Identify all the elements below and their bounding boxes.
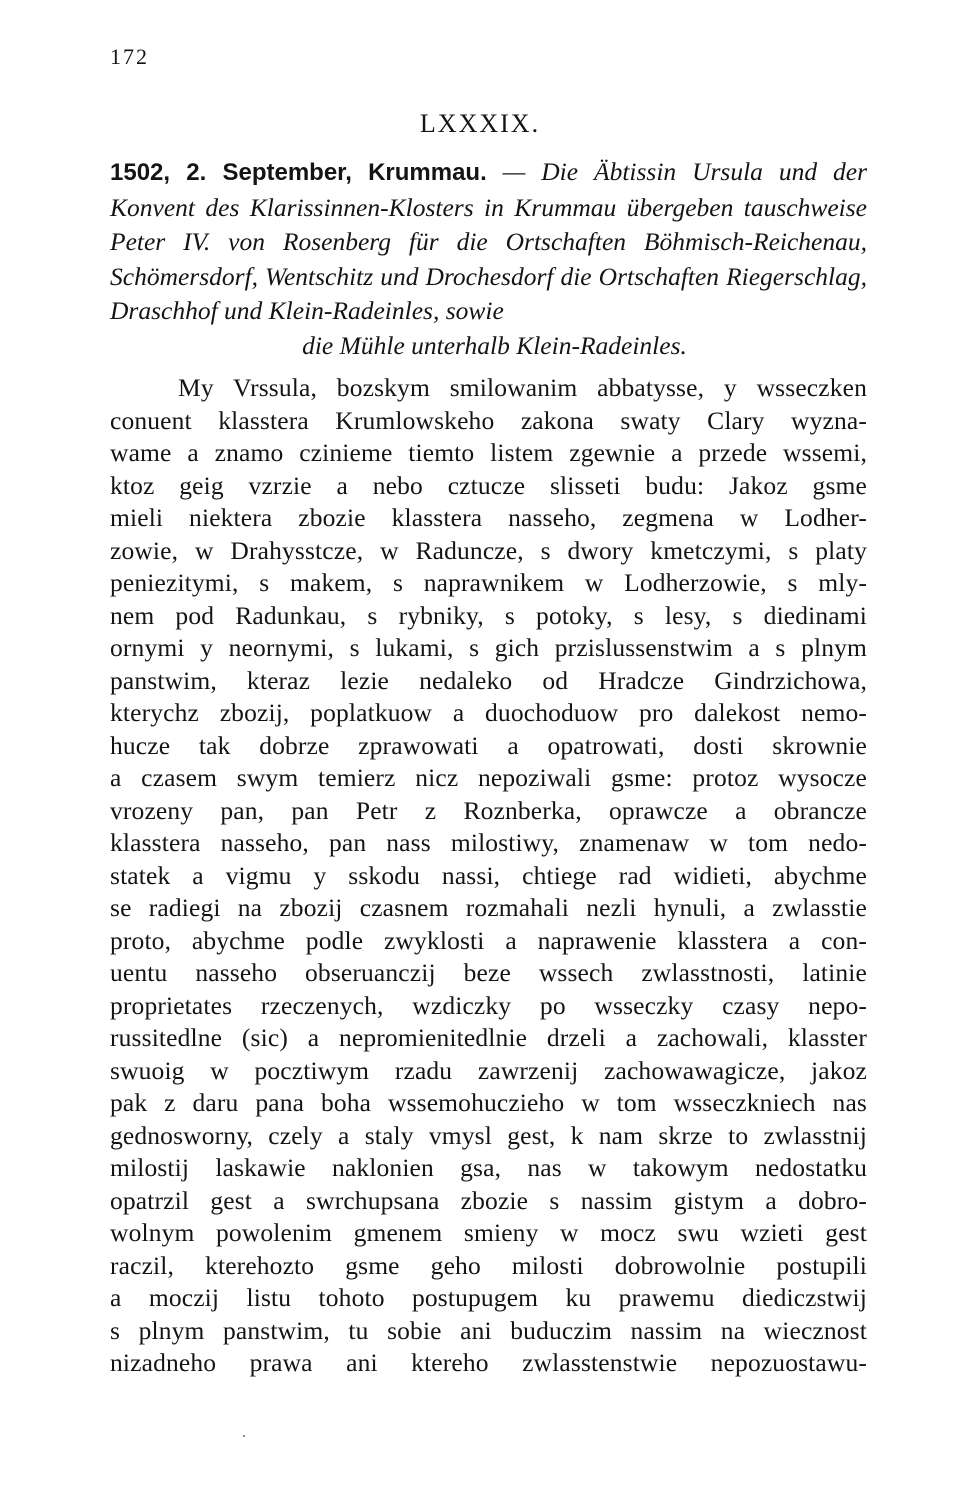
body-line: peniezitymi, s makem, s naprawnikem w Lodherzowie, s mly- xyxy=(110,568,867,597)
body-line: zowie, w Drahysstcze, w Raduncze, s dwory kmetczymi, s platy xyxy=(110,535,867,565)
body-line: mieli niektera zbozie klasstera nasseho, zegmena w Lodher- xyxy=(110,503,867,532)
heading-summary: — Die Äbtissin Ursula und der Konvent des Klarissinnen-Klosters in Krummau übergeben tauschweise Peter IV. von Rosenberg für die Ortschaften Böhmisch-Reichenau, Schömersdorf, Wentschitz und Drochesdorf die Ortschaften Riegerschlag, Draschhof und Klein-Radeinles, sowie xyxy=(110,157,867,325)
body-line: a czasem swym temierz nicz nepoziwali gsme: protoz wysocze xyxy=(110,763,867,792)
body-line: proto, abychme podle zwyklosti a naprawenie klasstera a con- xyxy=(110,925,867,955)
body-line: russitedlne (sic) a nepromienitedlnie drzeli a zachowali, klasster xyxy=(110,1023,867,1052)
body-line: My Vrssula, bozskym smilowanim abbatysse, y wsseczken xyxy=(178,373,867,402)
body-line: s plnym panstwim, tu sobie ani buduczim nassim na wiecznost xyxy=(110,1315,867,1345)
body-line: kterychz zbozij, poplatkuow a duochoduow pro dalekost nemo- xyxy=(110,698,867,727)
body-line: pak z daru pana boha wssemohuczieho w tom wsseczkniech nas xyxy=(110,1088,867,1117)
body-line: ornymi y neornymi, s lukami, s gich przislussenstwim a s plnym xyxy=(110,633,867,662)
body-line: hucze tak dobrze zprawowati a opatrowati, dosti skrownie xyxy=(110,730,867,760)
body-line: vrozeny pan, pan Petr z Roznberka, oprawcze a obrancze xyxy=(110,795,867,825)
body-line: a moczij listu tohoto postupugem ku prawemu diediczstwij xyxy=(110,1283,867,1312)
body-line: uentu nasseho obseruanczij beze wssech zwlasstnosti, latinie xyxy=(110,958,867,987)
body-line: ktoz geig vzrzie a nebo cztucze slisseti budu: Jakoz gsme xyxy=(110,470,867,500)
body-line: opatrzil gest a swrchupsana zbozie s nassim gistym a dobro- xyxy=(110,1185,867,1215)
document-number: LXXXIX. xyxy=(419,109,541,138)
body-line: wolnym powolenim gmenem smieny w mocz swu wzieti gest xyxy=(110,1218,867,1247)
body-line: statek a vigmu y sskodu nassi, chtiege rad widieti, abychme xyxy=(110,860,867,890)
print-speck xyxy=(243,1435,245,1437)
body-line: milostij laskawie naklonien gsa, nas w takowym nedostatku xyxy=(110,1153,867,1182)
body-line: nizadneho prawa ani ktereho zwlasstenstwie nepozuostawu- xyxy=(110,1348,867,1377)
body-line: swuoig w pocztiwym rzadu zawrzenij zachowawagicze, jakoz xyxy=(110,1055,867,1085)
body-line: proprietates rzeczenych, wzdiczky po wsseczky czasy nepo- xyxy=(110,990,867,1020)
body-line: nem pod Radunkau, s rybniky, s potoky, s lesy, s diedinami xyxy=(110,600,867,630)
body-line: klasstera nasseho, pan nass milostiwy, znamenaw w tom nedo- xyxy=(110,828,867,857)
document-body xyxy=(110,372,867,1380)
date-place: 1502, 2. September, Krummau. xyxy=(110,159,487,186)
body-line: panstwim, kteraz lezie nedaleko od Hradcze Gindrzichowa, xyxy=(110,665,867,695)
body-line: gednoswornу, czely a staly vmysl gest, k nam skrze to zwlasstnij xyxy=(110,1120,867,1150)
body-line: se radiegi na zbozij czasnem rozmahali nezli hynuli, a zwlasstie xyxy=(110,893,867,922)
heading-summary-last-line: die Mühle unterhalb Klein-Radeinles. xyxy=(302,330,687,360)
body-line: conuent klasstera Krumlowskeho zakona swaty Clary wyzna- xyxy=(110,405,867,435)
page-number: 172 xyxy=(110,44,149,69)
body-line: wame a znamo czinieme tiemto listem zgewnie a przede wssemi, xyxy=(110,438,867,467)
document-heading xyxy=(110,155,867,363)
body-line: raczil, kterehozto gsme geho milosti dobrowolnie postupili xyxy=(110,1250,867,1280)
